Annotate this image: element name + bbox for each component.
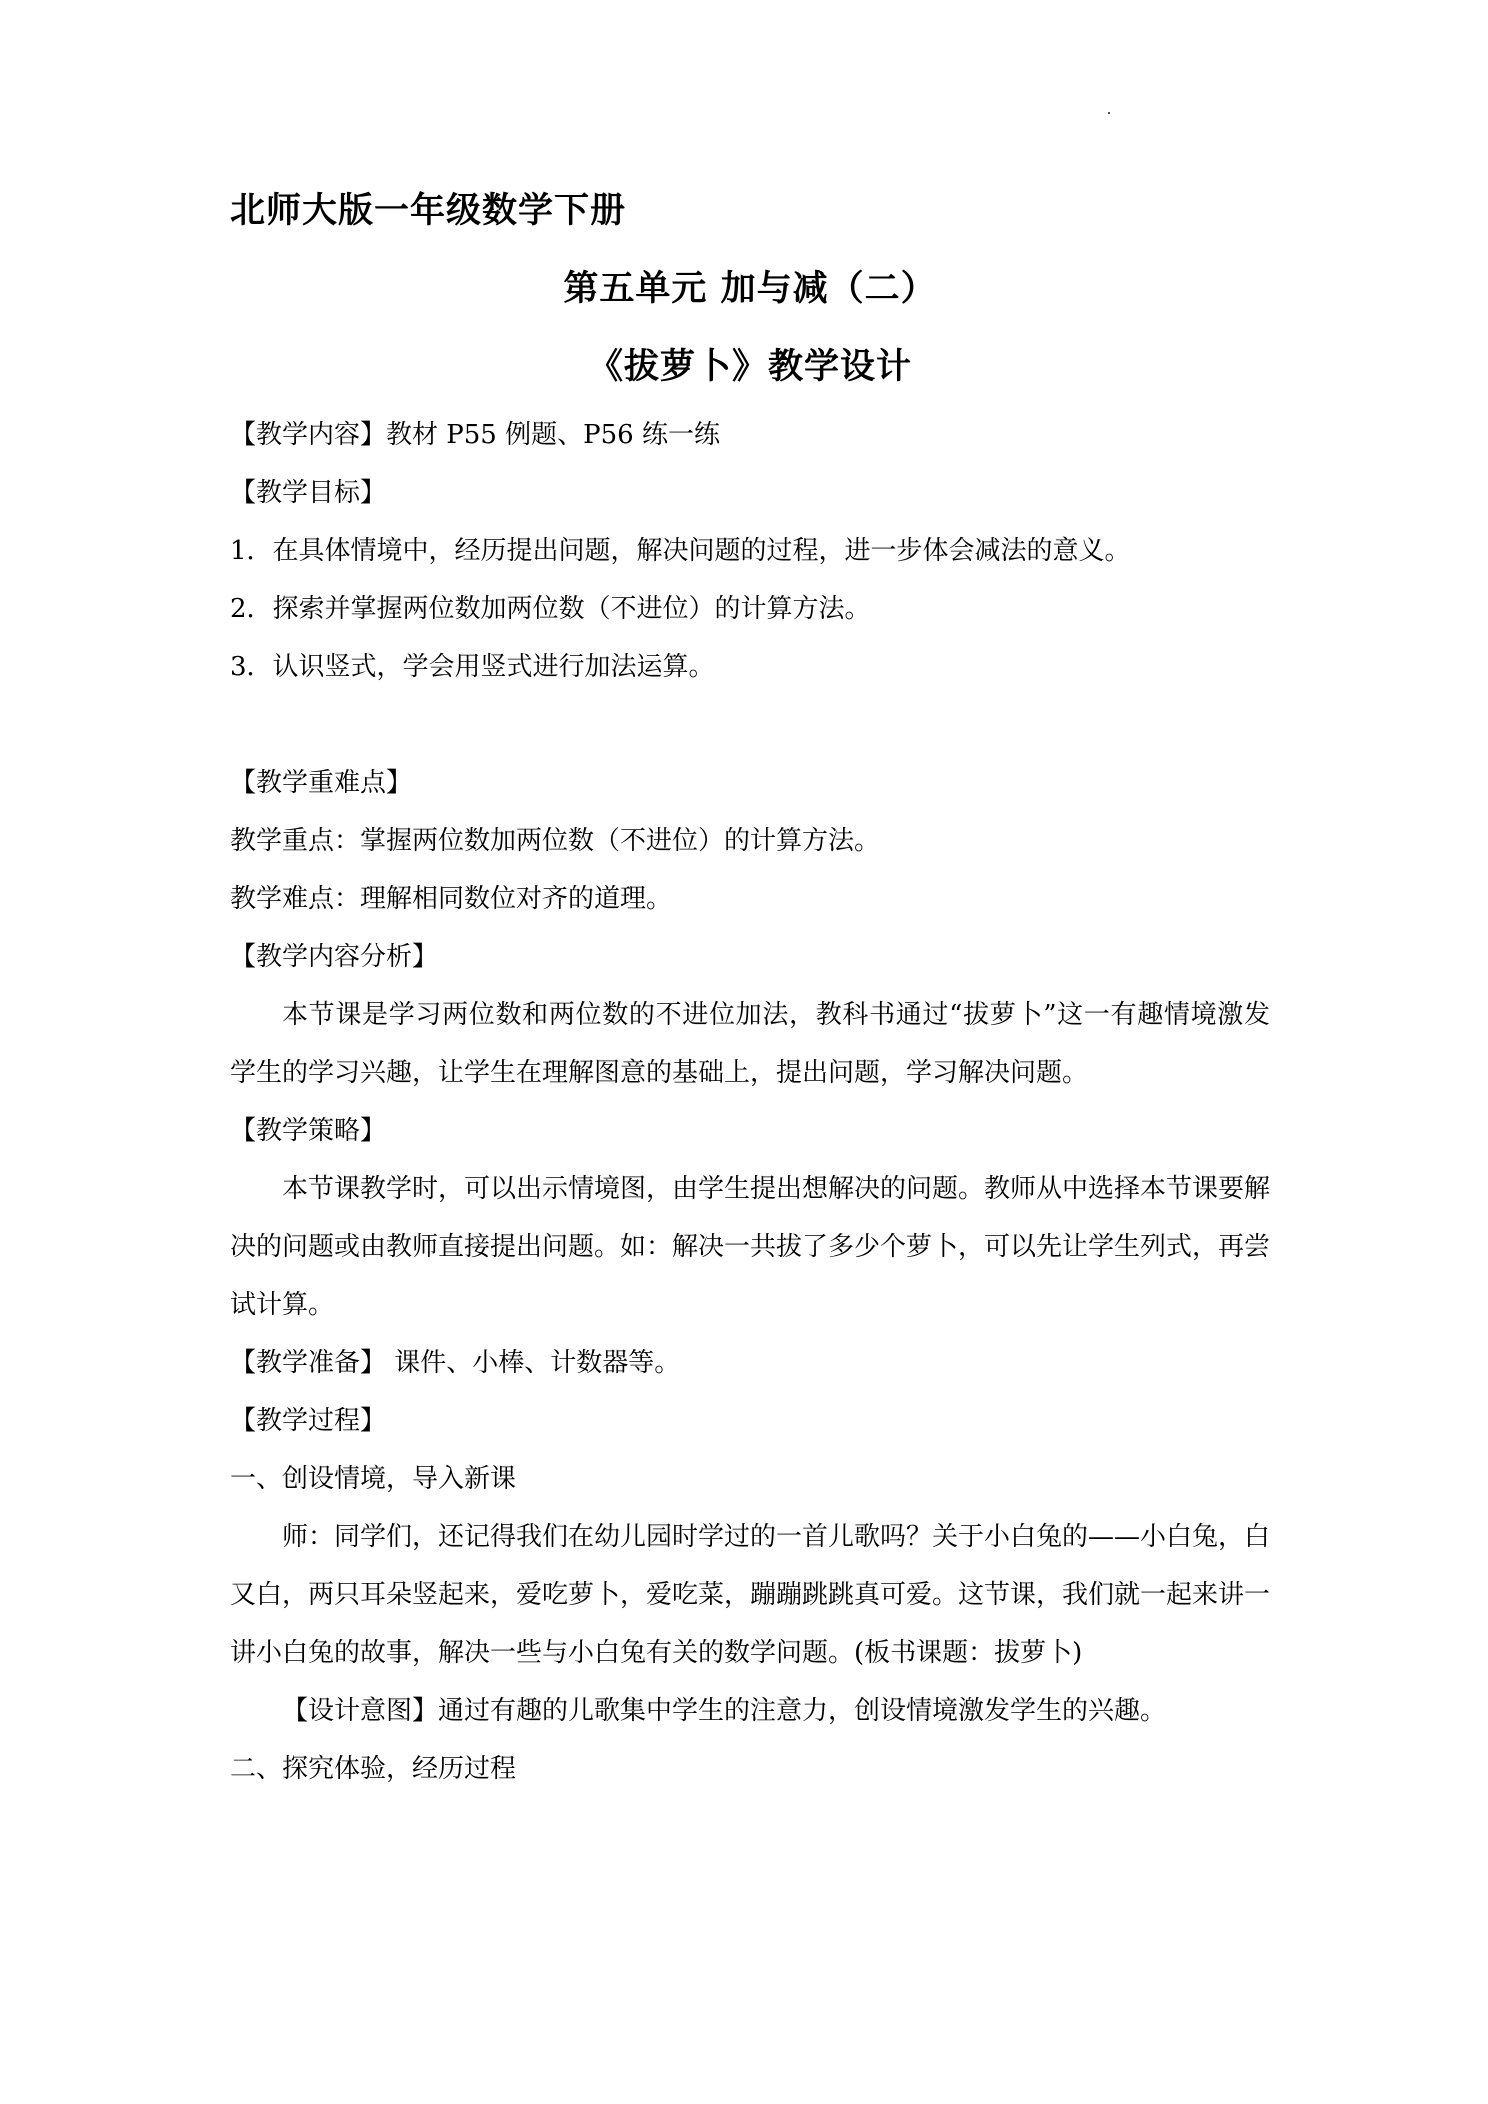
objective-item: 2．探索并掌握两位数加两位数（不进位）的计算方法。 [230,594,871,624]
unit-title: 第五单元 加与减（二） [563,269,937,309]
strategy-heading: 【教学策略】 [230,1116,387,1146]
document-body [230,182,1270,1798]
teaching-content-line: 【教学内容】教材 P55 例题、P56 练一练 [230,420,720,450]
teacher-paragraph: 师：同学们，还记得我们在幼儿园时学过的一首儿歌吗？关于小白兔的——小白兔，白又白，两只耳朵竖起来，爱吃萝卜，爱吃菜，蹦蹦跳跳真可爱。这节课，我们就一起来讲一讲小白兔的故事，解决一些与小白兔有关的数学问题。(板书课题：拔萝卜) [230,1522,1271,1668]
keypoints-heading: 【教学重难点】 [230,768,413,798]
analysis-heading: 【教学内容分析】 [230,942,439,972]
strategy-paragraph: 本节课教学时，可以出示情境图，由学生提出想解决的问题。教师从中选择本节课要解决的问题或由教师直接提出问题。如：解决一共拔了多少个萝卜，可以先让学生列式，再尝试计算。 [230,1174,1271,1320]
objective-item: 1．在具体情境中，经历提出问题，解决问题的过程，进一步体会减法的意义。 [230,536,1131,566]
spacer [230,696,1270,754]
analysis-paragraph: 本节课是学习两位数和两位数的不进位加法，教科书通过“拔萝卜”这一有趣情境激发学生的学习兴趣，让学生在理解图意的基础上，提出问题，学习解决问题。 [230,1000,1270,1088]
preparation-line: 【教学准备】 课件、小棒、计数器等。 [230,1348,681,1378]
lesson-title: 《拔萝卜》教学设计 [587,347,912,387]
section-one-heading: 一、创设情境，导入新课 [230,1464,517,1494]
series-title: 北师大版一年级数学下册 [230,191,627,231]
process-heading: 【教学过程】 [230,1406,387,1436]
section-two-heading: 二、探究体验，经历过程 [230,1754,517,1784]
design-intent-paragraph: 【设计意图】通过有趣的儿歌集中学生的注意力，创设情境激发学生的兴趣。 [282,1696,1167,1726]
objective-item: 3．认识竖式，学会用竖式进行加法运算。 [230,652,715,682]
objectives-heading: 【教学目标】 [230,478,387,508]
keypoint-focus: 教学重点：掌握两位数加两位数（不进位）的计算方法。 [230,826,881,856]
keypoint-difficulty: 教学难点：理解相同数位对齐的道理。 [230,884,673,914]
page-mark [1108,112,1110,114]
